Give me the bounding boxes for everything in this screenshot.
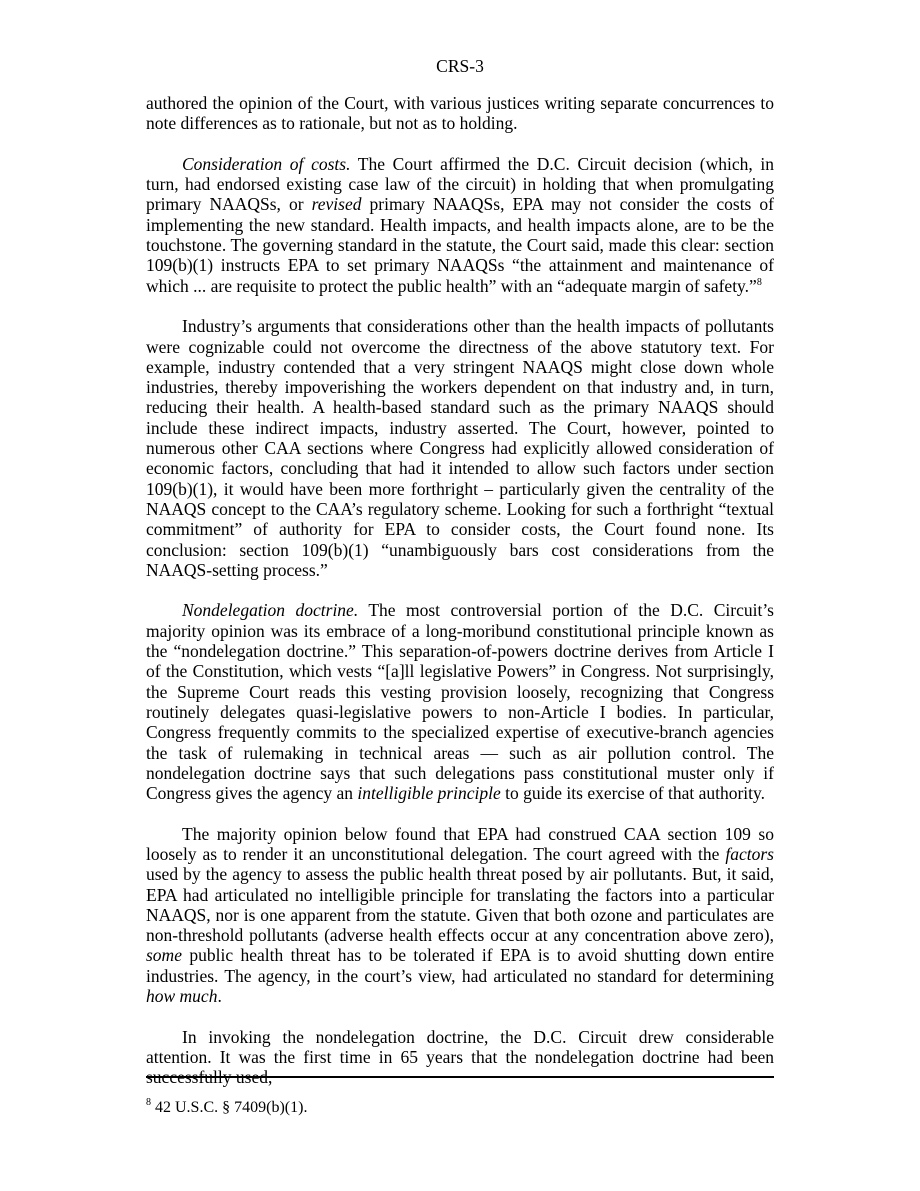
emphasis-revised: revised [311,194,362,215]
footnote-number: 8 [146,1097,151,1108]
text-span: public health threat has to be tolerated if EPA is to avoid shutting down entire industries. The agency, in the court’s view, had articulated no standard for determining [146,945,774,986]
text-span: used by the agency to assess the public health threat posed by air pollutants. But, it said, EPA had articulated no intelligible principle for translating the factors into a particular NAAQS, nor is one apparent from the statute. Given that both ozone and particulates are non-threshold pollutants (adverse health effects occur at any concentration above zero), [146,864,774,946]
footnote [146,1098,774,1118]
paragraph-nondelegation-doctrine [146,600,774,803]
paragraph-1: authored the opinion of the Court, with various justices writing separate concurrences to note differences as to rationale, but not as to holding. [146,93,774,134]
section-heading-nondelegation: Nondelegation doctrine. [182,600,359,621]
footnote-divider [146,1076,774,1078]
footnote-text: 42 U.S.C. § 7409(b)(1). [151,1099,308,1116]
text-span: The most controversial portion of the D.C. Circuit’s majority opinion was its embrace of a long-moribund constitutional principle known as the “nondelegation doctrine.” This separation-of-powers doctrine derives from Article I of the Constitution, which vests “[a]ll legislative Powers” in Congress. Not surprisingly, the Supreme Court reads this vesting provision loosely, recognizing that Congress routinely delegates quasi-legislative powers to non-Article I bodies. In particular, Congress frequently commits to the specialized expertise of executive-branch agencies the task of rulemaking in technical areas — such as air pollution control. The nondelegation doctrine says that such delegations pass constitutional muster only if Congress gives the agency an [146,600,774,804]
emphasis-some: some [146,945,182,966]
page-header: CRS-3 [436,56,484,76]
text-span: primary NAAQSs, EPA may not consider the costs of implementing the new standard. Health impacts, and health impacts alone, are to be the touchstone. The governing standard in the statute, the Court said, made this clear: section 109(b)(1) instructs EPA to set primary NAAQSs “the attainment and maintenance of which ... are requisite to protect the public health” with an “adequate margin of safety.” [146,194,774,296]
emphasis-factors: factors [725,843,774,864]
body-text [146,93,774,1088]
text-span: The majority opinion below found that EPA had construed CAA section 109 so loosely as to render it an unconstitutional delegation. The court agreed with the [146,823,774,864]
footnote-reference: 8 [756,276,762,288]
paragraph-industry-arguments: Industry’s arguments that considerations other than the health impacts of pollutants were cognizable could not overcome the directness of the above statutory text. For example, industry contended that a very stringent NAAQS might close down whole industries, thereby impoverishing the workers dependent on that industry and, in turn, reducing their health. A health-based standard such as the primary NAAQS should include these indirect impacts, industry asserted. The Court, however, pointed to numerous other CAA sections where Congress had explicitly allowed consideration of economic factors, concluding that had it intended to allow such factors under section 109(b)(1), it would have been more forthright – particularly given the centrality of the NAAQS concept to the CAA’s regulatory scheme. Looking for such a forthright “textual commitment” of authority for EPA to consider costs, the Court found none. Its conclusion: section 109(b)(1) “unambiguously bars cost considerations from the NAAQS-setting process.” [146,316,774,580]
paragraph-invoking-nondelegation: In invoking the nondelegation doctrine, the D.C. Circuit drew considerable attention. It was the first time in 65 years that the nondelegation doctrine had been successfully used, [146,1026,774,1088]
emphasis-how-much: how much [146,986,218,1007]
text-span: to guide its exercise of that authority. [500,783,766,804]
section-heading-costs: Consideration of costs. [182,153,351,174]
emphasis-intelligible-principle: intelligible principle [357,783,501,804]
paragraph-consideration-of-costs [146,154,774,296]
text-span: . [217,986,222,1007]
paragraph-majority-opinion [146,824,774,1007]
text-span: The Court affirmed the D.C. Circuit decision (which, in turn, had endorsed existing case law of the circuit) in holding that when promulgating primary NAAQSs, or [146,153,774,215]
